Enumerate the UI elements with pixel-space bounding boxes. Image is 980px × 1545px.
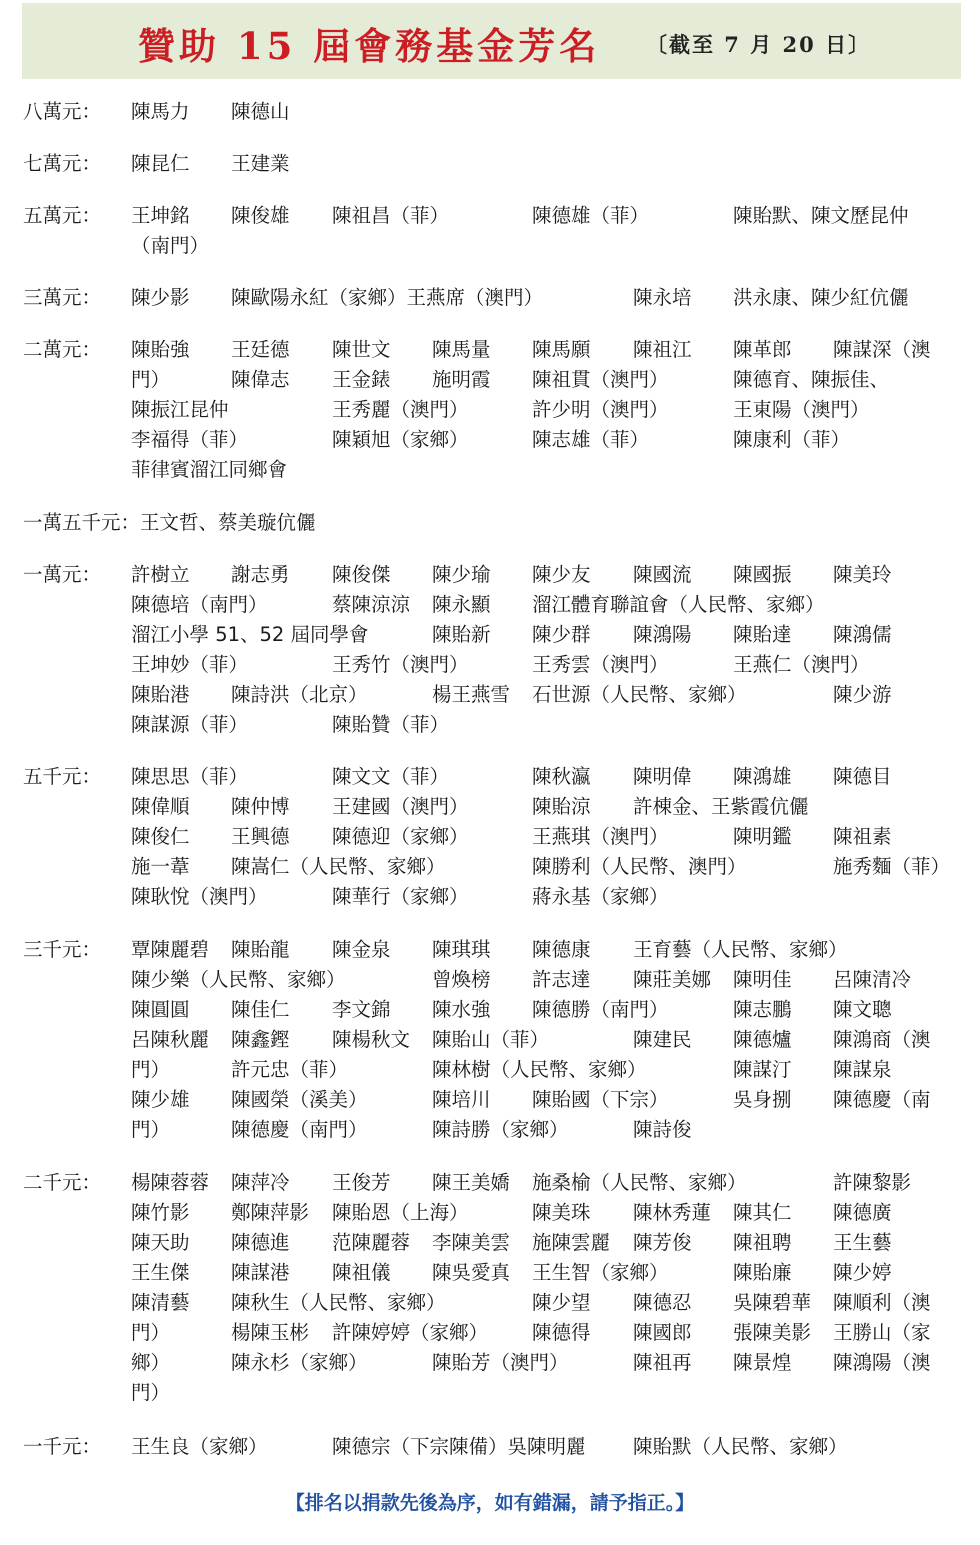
donor-name: 陳鴻陽 — [633, 623, 692, 646]
donor-name: 陳貽芳（澳門） — [432, 1351, 569, 1374]
donor-name: 陳志雄（菲） — [532, 428, 650, 451]
donor-name: 陳明佳 — [733, 968, 792, 991]
donor-name: 陳林樹（人民幣、家鄉） — [432, 1058, 647, 1081]
donor-name: 陳貽恩（上海） — [332, 1201, 469, 1224]
tier-label: 五萬元： — [23, 204, 102, 227]
donor-name: 陳貽贊（菲） — [332, 713, 450, 736]
donor-name: 施秀麵（菲） — [833, 855, 951, 878]
donor-name: 王育藝（人民幣、家鄉） — [633, 938, 848, 961]
donor-name: 陳謀汀 — [733, 1058, 792, 1081]
donor-name: 陳國郎 — [633, 1321, 692, 1344]
donor-name: 楊王燕雪 — [432, 683, 511, 706]
donor-name: 陳振江昆仲 — [131, 398, 229, 421]
donor-name: 李陳美雲 — [432, 1231, 511, 1254]
donor-name: 王燕仁（澳門） — [733, 653, 870, 676]
donor-name: 陳祖素 — [833, 825, 892, 848]
tier-label: 一萬五千元：王文哲、蔡美璇伉儷 — [23, 511, 316, 534]
donor-name: 洪永康、陳少紅伉儷 — [733, 286, 909, 309]
donor-name: 陳國振 — [733, 563, 792, 586]
donor-name: 門） — [131, 1321, 171, 1344]
donor-name: 陳偉志 — [231, 368, 290, 391]
donor-name: 范陳麗蓉 — [332, 1231, 411, 1254]
donor-name: 陳水強 — [432, 998, 491, 1021]
donor-name: 陳德慶（南 — [833, 1088, 931, 1111]
donor-name: 王建國（澳門） — [332, 795, 469, 818]
donor-name: （南門） — [131, 234, 210, 257]
donor-name: 陳貽山（菲） — [432, 1028, 550, 1051]
donor-name: 陳德宗（下宗陳備）吳陳明麗 — [332, 1435, 586, 1458]
donor-name: 陳祖貫（澳門） — [532, 368, 669, 391]
tier-label: 二萬元： — [23, 338, 102, 361]
donor-name: 陳詩俊 — [633, 1118, 692, 1141]
donor-name: 許樹立 — [131, 563, 190, 586]
tier-label: 三千元： — [23, 938, 102, 961]
tier-label: 一千元： — [23, 1435, 102, 1458]
donor-name: 王生良（家鄉） — [131, 1435, 268, 1458]
donor-name: 陳吳愛真 — [432, 1261, 511, 1284]
donor-name: 陳貽達 — [733, 623, 792, 646]
donor-name: 陳清藝 — [131, 1291, 190, 1314]
donor-name: 陳祖再 — [633, 1351, 692, 1374]
donor-name: 王秀麗（澳門） — [332, 398, 469, 421]
donor-name: 王建業 — [231, 152, 290, 175]
footer-note: 【排名以捐款先後為序，如有錯漏，請予指正。】 — [285, 1492, 695, 1514]
donor-name: 陳莊美娜 — [633, 968, 712, 991]
donor-name: 陳王美嬌 — [432, 1171, 511, 1194]
donor-name: 陳革郎 — [733, 338, 792, 361]
donor-name: 陳德得 — [532, 1321, 591, 1344]
donor-name: 陳華行（家鄉） — [332, 885, 469, 908]
donor-name: 陳楊秋文 — [332, 1028, 411, 1051]
tier-label: 三萬元： — [23, 286, 102, 309]
donor-name: 陳林秀蓮 — [633, 1201, 712, 1224]
donor-name: 施桑榆（人民幣、家鄉） — [532, 1171, 747, 1194]
donor-name: 王秀竹（澳門） — [332, 653, 469, 676]
donor-name: 陳鴻陽（澳 — [833, 1351, 931, 1374]
donor-name: 王生傑 — [131, 1261, 190, 1284]
donor-name: 陳德進 — [231, 1231, 290, 1254]
donor-name: 陳貽新 — [432, 623, 491, 646]
donor-name: 溜江小學 51、52 屆同學會 — [131, 623, 369, 646]
donor-name: 王俊芳 — [332, 1171, 391, 1194]
donor-name: 施一葦 — [131, 855, 190, 878]
donor-name: 陳祖江 — [633, 338, 692, 361]
donor-name: 陳德迎（家鄉） — [332, 825, 469, 848]
donor-name: 陳世文 — [332, 338, 391, 361]
donor-name: 施明霞 — [432, 368, 491, 391]
donor-name: 陳馬力 — [131, 100, 190, 123]
donor-name: 楊陳蓉蓉 — [131, 1171, 210, 1194]
donor-name: 陳圓圓 — [131, 998, 190, 1021]
donor-name: 鄉） — [131, 1351, 171, 1374]
donor-name: 許志達 — [532, 968, 591, 991]
donor-name: 陳鑫鏗 — [231, 1028, 290, 1051]
donor-name: 陳德慶（南門） — [231, 1118, 368, 1141]
donor-name: 陳貽龍 — [231, 938, 290, 961]
donor-name: 陳鴻雄 — [733, 765, 792, 788]
donor-name: 陳美玲 — [833, 563, 892, 586]
donor-name: 陳建民 — [633, 1028, 692, 1051]
donor-name: 陳明偉 — [633, 765, 692, 788]
donor-name: 陳秋瀛 — [532, 765, 591, 788]
donor-name: 施陳雲麗 — [532, 1231, 611, 1254]
donor-name: 王勝山（家 — [833, 1321, 931, 1344]
donor-name: 陳少影 — [131, 286, 190, 309]
donor-name: 陳永杉（家鄉） — [231, 1351, 368, 1374]
donor-name: 陳祖聘 — [733, 1231, 792, 1254]
donor-name: 陳德雄（菲） — [532, 204, 650, 227]
donor-name: 陳少游 — [833, 683, 892, 706]
donor-name: 陳文聰 — [833, 998, 892, 1021]
tier-label: 一萬元： — [23, 563, 102, 586]
donor-name: 陳文文（菲） — [332, 765, 450, 788]
donor-name: 陳德培（南門） — [131, 593, 268, 616]
donor-name: 陳國流 — [633, 563, 692, 586]
donor-name: 呂陳秋麗 — [131, 1028, 210, 1051]
donor-name: 陳天助 — [131, 1231, 190, 1254]
donor-name: 王廷德 — [231, 338, 290, 361]
donor-name: 許少明（澳門） — [532, 398, 669, 421]
donor-name: 王坤妙（菲） — [131, 653, 249, 676]
donor-name: 陳秋生（人民幣、家鄉） — [231, 1291, 446, 1314]
donor-name: 陳仲博 — [231, 795, 290, 818]
donor-name: 溜江體育聯誼會（人民幣、家鄉） — [532, 593, 825, 616]
donor-name: 陳竹影 — [131, 1201, 190, 1224]
donor-name: 楊陳玉彬 — [231, 1321, 310, 1344]
donor-name: 陳馬量 — [432, 338, 491, 361]
donor-name: 吳身捌 — [733, 1088, 792, 1111]
tier-label: 五千元： — [23, 765, 102, 788]
donor-name: 陳勝利（人民幣、澳門） — [532, 855, 747, 878]
donor-name: 門） — [131, 1381, 171, 1404]
donor-name: 陳景煌 — [733, 1351, 792, 1374]
donor-name: 陳貽涼 — [532, 795, 591, 818]
donor-name: 王東陽（澳門） — [733, 398, 870, 421]
donor-name: 陳謀港 — [231, 1261, 290, 1284]
donor-name: 門） — [131, 1118, 171, 1141]
donor-name: 陳佳仁 — [231, 998, 290, 1021]
donor-name: 陳金泉 — [332, 938, 391, 961]
donor-name: 陳德勝（南門） — [532, 998, 669, 1021]
donor-name: 陳萍冷 — [231, 1171, 290, 1194]
donor-name: 王坤銘 — [131, 204, 190, 227]
title-banner — [22, 3, 961, 79]
donor-name: 陳少樂（人民幣、家鄉） — [131, 968, 346, 991]
donor-name: 呂陳清冷 — [833, 968, 912, 991]
tier-label: 二千元： — [23, 1171, 102, 1194]
tier-label: 七萬元： — [23, 152, 102, 175]
donor-name: 陳永顯 — [432, 593, 491, 616]
donor-name: 陳貽國（下宗） — [532, 1088, 669, 1111]
donor-name: 陳俊雄 — [231, 204, 290, 227]
donor-name: 李文錦 — [332, 998, 391, 1021]
donor-name: 陳德山 — [231, 100, 290, 123]
donor-name: 陳歐陽永紅（家鄉）王燕席（澳門） — [231, 286, 544, 309]
donor-name: 陳德康 — [532, 938, 591, 961]
donor-name: 陳馬願 — [532, 338, 591, 361]
donor-name: 陳謀源（菲） — [131, 713, 249, 736]
donor-name: 陳培川 — [432, 1088, 491, 1111]
donor-name: 陳俊仁 — [131, 825, 190, 848]
donor-name: 謝志勇 — [231, 563, 290, 586]
donor-name: 陳美珠 — [532, 1201, 591, 1224]
donor-name: 陳康利（菲） — [733, 428, 851, 451]
donor-name: 陳永培 — [633, 286, 692, 309]
donor-name: 王興德 — [231, 825, 290, 848]
donor-name: 陳少瑜 — [432, 563, 491, 586]
donor-name: 菲律賓溜江同鄉會 — [131, 458, 288, 481]
donor-name: 陳順利（澳 — [833, 1291, 931, 1314]
donor-name: 陳琪琪 — [432, 938, 491, 961]
donor-name: 陳德廣 — [833, 1201, 892, 1224]
donor-name: 許棟金、王紫霞伉儷 — [633, 795, 809, 818]
donor-name: 陳國榮（溪美） — [231, 1088, 368, 1111]
donor-name: 鄭陳萍影 — [231, 1201, 310, 1224]
donor-name: 陳德忍 — [633, 1291, 692, 1314]
donor-name: 陳鴻儒 — [833, 623, 892, 646]
donor-name: 石世源（人民幣、家鄉） — [532, 683, 747, 706]
donor-name: 吳陳碧華 — [733, 1291, 812, 1314]
donor-name: 陳祖昌（菲） — [332, 204, 450, 227]
donor-name: 陳少婷 — [833, 1261, 892, 1284]
donor-name: 陳德目 — [833, 765, 892, 788]
donor-name: 陳少望 — [532, 1291, 591, 1314]
tier-label: 八萬元： — [23, 100, 102, 123]
page-title: 贊助 15 屆會務基金芳名 — [138, 24, 601, 68]
donor-name: 王金錶 — [332, 368, 391, 391]
donor-name: 王燕琪（澳門） — [532, 825, 669, 848]
donor-name: 陳昆仁 — [131, 152, 190, 175]
donor-name: 陳詩洪（北京） — [231, 683, 368, 706]
as-of-date: 〔截至 7 月 20 日〕 — [646, 32, 872, 57]
donor-name: 陳少友 — [532, 563, 591, 586]
donor-name: 陳貽默、陳文歷昆仲 — [733, 204, 909, 227]
donor-name: 陳謀泉 — [833, 1058, 892, 1081]
donor-name: 王秀雲（澳門） — [532, 653, 669, 676]
donor-name: 陳穎旭（家鄉） — [332, 428, 469, 451]
donor-name: 陳少雄 — [131, 1088, 190, 1111]
donor-name: 陳詩勝（家鄉） — [432, 1118, 569, 1141]
donor-name: 曾煥榜 — [432, 968, 491, 991]
donor-name: 陳思思（菲） — [131, 765, 249, 788]
donor-name: 陳耿悅（澳門） — [131, 885, 268, 908]
donor-name: 陳貽廉 — [733, 1261, 792, 1284]
donor-name: 門） — [131, 1058, 171, 1081]
donor-name: 門） — [131, 368, 171, 391]
donor-name: 陳貽強 — [131, 338, 190, 361]
donor-name: 陳少群 — [532, 623, 591, 646]
donor-name: 陳鴻商（澳 — [833, 1028, 931, 1051]
donor-name: 張陳美影 — [733, 1321, 812, 1344]
donor-name: 陳德爐 — [733, 1028, 792, 1051]
donor-name: 許陳婷婷（家鄉） — [332, 1321, 489, 1344]
donor-name: 陳芳俊 — [633, 1231, 692, 1254]
donor-name: 蔡陳涼涼 — [332, 593, 411, 616]
donor-name: 陳謀深（澳 — [833, 338, 931, 361]
donor-name: 陳嵩仁（人民幣、家鄉） — [231, 855, 446, 878]
donor-name: 王生智（家鄉） — [532, 1261, 669, 1284]
donor-name: 陳貽港 — [131, 683, 190, 706]
donor-name: 陳俊傑 — [332, 563, 391, 586]
donor-name: 陳明鑑 — [733, 825, 792, 848]
donor-name: 王生藝 — [833, 1231, 892, 1254]
donor-name: 陳祖儀 — [332, 1261, 391, 1284]
donor-name: 蔣永基（家鄉） — [532, 885, 669, 908]
donor-name: 李福得（菲） — [131, 428, 249, 451]
donor-name: 陳志鵬 — [733, 998, 792, 1021]
donor-name: 陳貽默（人民幣、家鄉） — [633, 1435, 848, 1458]
donor-name: 陳偉順 — [131, 795, 190, 818]
donor-name: 許元忠（菲） — [231, 1058, 349, 1081]
donor-name: 許陳黎影 — [833, 1171, 912, 1194]
donor-name: 覃陳麗碧 — [131, 938, 210, 961]
donor-name: 陳德育、陳振佳、 — [733, 368, 890, 391]
donor-name: 陳其仁 — [733, 1201, 792, 1224]
